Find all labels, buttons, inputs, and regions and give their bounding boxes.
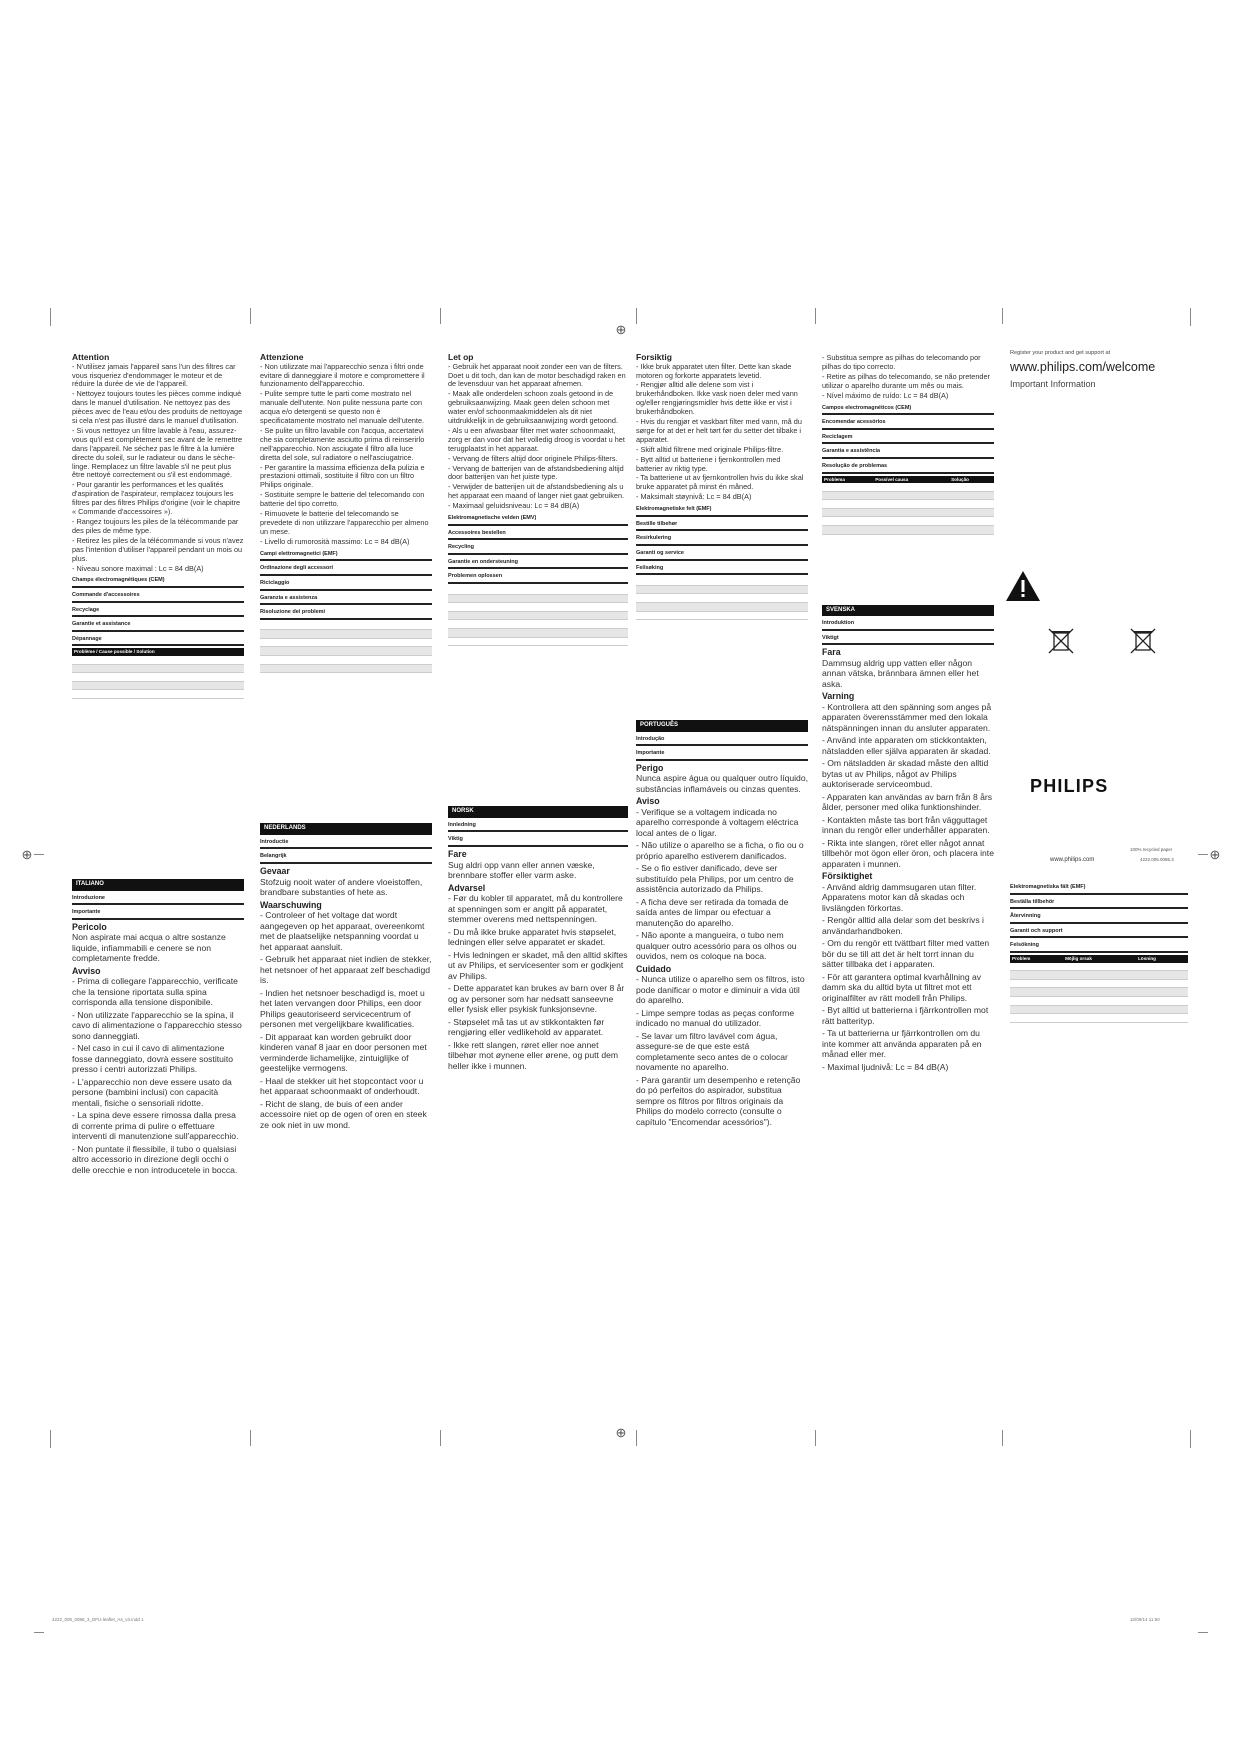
- caution-item: - Om du rengör ett tvättbart filter med vatten bör du se till att det är helt torrt innan du sätter tillbaka det i apparaten.: [822, 938, 990, 970]
- danger-heading: Gevaar: [260, 866, 290, 877]
- crop-mark: [1002, 1430, 1003, 1446]
- section-heading: Garanti och support: [1010, 928, 1188, 939]
- table-row: [1010, 1005, 1188, 1014]
- section-heading: Feilsøking: [636, 565, 808, 576]
- norwegian-safety: [448, 849, 628, 1071]
- section-heading: Beställa tillbehör: [1010, 899, 1188, 910]
- danger-heading: Perigo: [636, 762, 664, 773]
- forsiktig-list: [636, 363, 808, 503]
- crop-mark: [1190, 1430, 1191, 1448]
- caution-item: - Rengör alltid alla delar som det beskrivs i användarhandboken.: [822, 915, 984, 936]
- list-item: - Skift alltid filtrene med originale Philips-filtre.: [636, 444, 784, 454]
- danger-heading: Pericolo: [72, 921, 107, 932]
- section-heading: Innledning: [448, 822, 628, 833]
- table-row: [72, 673, 244, 682]
- warning-heading: Avviso: [72, 965, 101, 976]
- crop-mark: [440, 1430, 441, 1446]
- crop-mark: [34, 1632, 44, 1633]
- warning-item: - Não aponte a mangueira, o tubo nem qualquer outro acessório para os olhos ou ouvidos, nem os coloque na boca.: [636, 930, 797, 962]
- warning-item: - Använd inte apparaten om stickkontakten, nätsladden eller själva apparaten är skadad.: [822, 735, 991, 756]
- danger-text: Nunca aspire água ou qualquer outro líquido, substâncias inflamáveis ou cinzas quentes.: [636, 773, 808, 794]
- attention-heading: Attenzione: [260, 354, 304, 362]
- crop-mark: [440, 308, 441, 324]
- table-row: [448, 586, 628, 594]
- list-item: - Retirez les piles de la télécommande si vous n'avez pas l'intention d'utiliser l'appareil pendant un mois ou plus.: [72, 535, 244, 563]
- list-item: - Rangez toujours les piles de la télécommande par des piles de même type.: [72, 517, 239, 535]
- warning-item: - Haal de stekker uit het stopcontact voor u het apparaat schoonmaakt of onderhoudt.: [260, 1075, 424, 1097]
- table-row: [448, 637, 628, 646]
- table-row: [260, 638, 432, 647]
- list-item: - Pulite sempre tutte le parti come mostrato nel manuale dell'utente. Non pulite nessuna parte con acqua e/o detergenti se questo non è specificatamente mostrato nel manuale dell'utente.: [260, 389, 425, 426]
- section-heading: Bestille tilbehør: [636, 521, 808, 532]
- table-row: [260, 647, 432, 656]
- table-row: [822, 500, 994, 509]
- section-heading: Garanti og service: [636, 550, 808, 561]
- document-code: 4222.005.0086.3: [1140, 857, 1174, 862]
- column-dutch: [448, 354, 628, 1073]
- caution-item: - Limpe sempre todas as peças conforme indicado no manual do utilizador.: [636, 1007, 795, 1029]
- portuguese-caution-cont: [822, 354, 994, 401]
- table-row: [1010, 971, 1188, 980]
- registration-mark-icon: ⊕: [21, 847, 33, 862]
- section-heading: Recyclage: [72, 607, 244, 618]
- danger-heading: Fara: [822, 647, 841, 658]
- crop-mark: [815, 308, 816, 324]
- list-item: - Ta batteriene ut av fjernkontrollen hvis du ikke skal bruke apparatet på minst én måned.: [636, 473, 804, 492]
- registration-mark-icon: ⊕: [1209, 847, 1221, 862]
- crop-mark: [1198, 1632, 1208, 1633]
- register-text: Register your product and get support at: [1010, 350, 1111, 356]
- section-heading: Champs électromagnétiques (CEM): [72, 577, 244, 588]
- section-heading: Elektromagnetiska fält (EMF): [1010, 884, 1188, 895]
- list-item: - Per garantire la massima efficienza della pulizia e prestazioni ottimali, sostituite il filtro con un filtro Philips originale.: [260, 462, 425, 490]
- language-tab-dutch: NEDERLANDS: [260, 823, 432, 835]
- warning-item: - Gebruik het apparaat niet indien de stekker, het netsnoer of het apparaat zelf beschadigd is.: [260, 954, 432, 986]
- warning-item: - Prima di collegare l'apparecchio, verificate che la tensione riportata sulla spina corrisponda alla tensione disponibile.: [72, 976, 238, 1008]
- brand-logo: PHILIPS: [1030, 776, 1109, 796]
- caution-item: - För att garantera optimal kvarhållning av damm ska du alltid byta ut filtret mot ett originalfilter av rätt modell från Philips.: [822, 971, 982, 1003]
- danger-text: Sug aldri opp vann eller annen væske, brennbare stoffer eller varm aske.: [448, 859, 595, 880]
- table-row: [448, 603, 628, 612]
- list-item: - Bytt alltid ut batteriene i fjernkontrollen med batterier av riktig type.: [636, 454, 781, 473]
- section-heading: Risoluzione dei problemi: [260, 609, 432, 620]
- crop-mark: [636, 1430, 637, 1446]
- troubleshooting-table: [1010, 955, 1188, 1023]
- section-heading: Elektromagnetiske felt (EMF): [636, 506, 808, 517]
- section-heading: Dépannage: [72, 636, 244, 647]
- section-heading: Belangrijk: [260, 853, 432, 864]
- danger-text: Stofzuig nooit water of andere vloeistoffen, brandbare substanties of hete as.: [260, 876, 423, 898]
- important-information: Important Information: [1010, 378, 1096, 389]
- crop-mark: [636, 308, 637, 324]
- let-op-heading: Let op: [448, 354, 474, 362]
- list-item: - Vervang de filters altijd door originele Philips-filters.: [448, 453, 618, 463]
- table-row: [1010, 979, 1188, 988]
- list-item: - Gebruik het apparaat nooit zonder een van de filters. Doet u dit toch, dan kan de motor beschadigd raken en de levensduur van het apparaat afnemen.: [448, 361, 626, 389]
- table-row: [1010, 996, 1188, 1005]
- language-tab-norwegian: NORSK: [448, 806, 628, 818]
- warning-item: - Om nätsladden är skadad måste den alltid bytas ut av Philips, något av Philips auktoriserade serviceombud.: [822, 758, 989, 790]
- section-heading: Garanzia e assistenza: [260, 595, 432, 606]
- table-row: [448, 594, 628, 603]
- table-header: Lösning: [1136, 955, 1188, 963]
- table-row: [636, 594, 808, 603]
- warning-item: - La spina deve essere rimossa dalla presa di corrente prima di pulire o effettuare interventi di manutenzione sull'apparecchio.: [72, 1110, 239, 1142]
- table-row: [72, 690, 244, 699]
- list-item: - Maak alle onderdelen schoon zoals getoond in de gebruiksaanwijzing. Maak geen delen schoon met water en/of schoonmaakmiddelen als dit niet uitdrukkelijk in de gebruiksaanwijzing wordt getoond.: [448, 389, 618, 426]
- warning-item: - Støpselet må tas ut av stikkontakten før rengjøring eller vedlikehold av apparatet.: [448, 1016, 605, 1037]
- table-row: [72, 664, 244, 673]
- section-heading: Campi elettromagnetici (EMF): [260, 551, 432, 562]
- section-heading: Importante: [636, 750, 808, 761]
- attention-heading: Attention: [72, 354, 110, 362]
- section-heading: Garantie et assistance: [72, 621, 244, 632]
- list-item: - Maksimalt støynivå: Lc = 84 dB(A): [636, 492, 752, 502]
- table-row: [1010, 1014, 1188, 1023]
- list-item: - Vervang de batterijen van de afstandsbediening altijd door batterijen van het juiste type.: [448, 463, 624, 482]
- section-heading: Introdução: [636, 736, 808, 747]
- column-french: [72, 354, 244, 1177]
- list-item: - Nível máximo de ruído: Lc = 84 dB(A): [822, 390, 949, 400]
- list-item: - Substitua sempre as pilhas do telecomando por pilhas do tipo correcto.: [822, 354, 981, 371]
- language-tab-portuguese: PORTUGUÊS: [636, 720, 808, 732]
- warning-item: - A ficha deve ser retirada da tomada de saída antes de limpar ou efectuar a manutenção do aparelho.: [636, 896, 789, 928]
- warning-heading: Waarschuwing: [260, 899, 322, 910]
- warning-item: - Verifique se a voltagem indicada no aparelho corresponde à voltagem eléctrica local antes de o ligar.: [636, 806, 799, 838]
- list-item: - Hvis du rengjør et vaskbart filter med vann, må du sørge for at det er helt tørt før du setter det tilbake i apparatet.: [636, 417, 802, 444]
- warning-item: - Kontakten måste tas bort från vägguttaget innan du rengör eller underhåller apparaten.: [822, 814, 990, 836]
- troubleshooting-table: [636, 577, 808, 620]
- crop-mark: [50, 1430, 51, 1448]
- list-item: - Se pulite un filtro lavabile con l'acqua, accertatevi che sia completamente asciutto prima di reinserirlo nell'apparecchio. Non asciugate il filtro alla luce diretta del sole, sul radiatore o nell'asciugatrice.: [260, 425, 425, 462]
- table-header: Problème / Cause possible / Solution: [72, 648, 244, 656]
- section-heading: Resolução de problemas: [822, 463, 994, 474]
- list-item: - Rengjør alltid alle delene som vist i brukerhåndboken. Ikke vask noen deler med vann og/eller rengjøringsmidler hvis dette ikke er vist i brukerhåndboken.: [636, 380, 798, 417]
- section-heading: Reciclagem: [822, 434, 994, 445]
- crop-mark: [1002, 308, 1003, 324]
- crop-mark: [1198, 854, 1208, 855]
- table-row: [260, 664, 432, 673]
- table-row: [636, 611, 808, 620]
- table-row: [260, 630, 432, 639]
- list-item: - Non utilizzate mai l'apparecchio senza i filtri onde evitare di danneggiare il motore e compromettere il funzionamento dell'apparecchio.: [260, 361, 425, 389]
- warning-heading: Varning: [822, 691, 855, 702]
- welcome-url: www.philips.com/welcome: [1010, 359, 1156, 374]
- warning-item: - Dette apparatet kan brukes av barn over 8 år og av personer som har nedsatt sanseevne eller fysisk eller psykisk funksjonsevne.: [448, 983, 625, 1014]
- section-heading: Problemen oplossen: [448, 573, 628, 584]
- caution-item: - Ta ut batterierna ur fjärrkontrollen om du inte kommer att använda apparaten på en månad eller mer.: [822, 1028, 982, 1060]
- table-row: [448, 611, 628, 620]
- language-tab-italian: ITALIANO: [72, 879, 244, 891]
- table-header: Possível causa: [873, 476, 949, 484]
- list-item: - Rimuovete le batterie del telecomando se prevedete di non utilizzare l'apparecchio per almeno un mese.: [260, 509, 429, 536]
- warning-item: - Dit apparaat kan worden gebruikt door kinderen vanaf 8 jaar en door personen met verminderde lichamelijke, zintuiglijke of geestelijke vermogens.: [260, 1031, 427, 1074]
- list-item: - Verwijder de batterijen uit de afstandsbediening als u het apparaat een maand of langer niet gaat gebruiken.: [448, 482, 625, 501]
- caution-item: - Se lavar um filtro lavável com água, assegure-se de que este está completamente seco antes de o colocar novamente no aparelho.: [636, 1030, 788, 1073]
- warning-item: - Indien het netsnoer beschadigd is, moet u het laten vervangen door Philips, een door Philips geautoriseerd servicecentrum of personen met vergelijkbare kwalificaties.: [260, 987, 425, 1030]
- troubleshooting-table: [260, 622, 432, 674]
- table-row: [636, 577, 808, 585]
- danger-heading: Fare: [448, 849, 467, 859]
- crop-mark: [50, 308, 51, 326]
- registration-mark-icon: ⊕: [615, 1425, 627, 1440]
- table-row: [72, 681, 244, 690]
- list-item: - N'utilisez jamais l'appareil sans l'un des filtres car vous risqueriez d'endommager le moteur et de réduire la durée de vie de l'appareil.: [72, 361, 236, 389]
- weee-bin-icon: [1128, 626, 1158, 656]
- registration-mark-icon: ⊕: [615, 322, 627, 337]
- brand-site: www.philips.com: [1050, 857, 1095, 863]
- crop-mark: [250, 1430, 251, 1446]
- warning-item: - Ikke rett slangen, røret eller noe annet tilbehør mot øynene eller ørene, og putt dem heller ikke i munnen.: [448, 1039, 619, 1071]
- column-portuguese-swedish: [822, 354, 994, 1074]
- footer-file: 4222_005_0086_3_DFU-leaflet_A4_v3.indd 1: [52, 1617, 144, 1622]
- warning-item: - Controleer of het voltage dat wordt aangegeven op het apparaat, overeenkomt met de plaatselijke netspanning voordat u het apparaat aansluit.: [260, 910, 425, 952]
- caution-heading: Cuidado: [636, 963, 672, 974]
- danger-text: Non aspirate mai acqua o altre sostanze liquide, infiammabili e cenere se non completamente fredde.: [72, 932, 226, 964]
- warning-item: - Richt de slang, de buis of een ander accessoire niet op de ogen of oren en steek ze ook niet in uw mond.: [260, 1098, 427, 1130]
- warning-item: - Hvis ledningen er skadet, må den alltid skiftes ut av Philips, et servicesenter som er godkjent av Philips.: [448, 949, 628, 981]
- warning-item: - Nel caso in cui il cavo di alimentazione fosse danneggiato, dovrà essere sostituito presso i centri autorizzati Philips.: [72, 1043, 233, 1075]
- crop-mark: [34, 854, 44, 855]
- warning-heading: Advarsel: [448, 882, 486, 893]
- column-italian: [260, 354, 432, 1132]
- section-heading: Introductie: [260, 839, 432, 850]
- italian-safety: [72, 922, 244, 1176]
- list-item: - Si vous nettoyez un filtre lavable à l'eau, assurez-vous qu'il est complètement sec avant de le remettre dans l'appareil. Ne séchez pas le filtre à la lumière directe du soleil, sur le radiateur ou dans le sèche-linge. Remplacez un filtre lavable s'il ne peut plus être nettoyé correctement ou s'il est endommagé.: [72, 425, 243, 480]
- caution-heading: Försiktighet: [822, 871, 873, 882]
- list-item: - Retire as pilhas do telecomando, se não pretender utilizar o aparelho durante um mês ou mais.: [822, 371, 990, 390]
- warning-item: - Apparaten kan användas av barn från 8 års ålder, personer med olika funktionshinder.: [822, 791, 993, 813]
- section-heading: Encomendar acessórios: [822, 419, 994, 430]
- column-swedish-cont: [1010, 880, 1188, 1025]
- table-row: [1010, 963, 1188, 971]
- list-item: - Niveau sonore maximal : Lc = 84 dB(A): [72, 563, 204, 573]
- table-row: [822, 483, 994, 491]
- let-op-list: [448, 363, 628, 512]
- table-row: [822, 517, 994, 526]
- attention-list: [72, 363, 244, 574]
- section-heading: Ordinazione degli accessori: [260, 565, 432, 576]
- section-heading: Accessoires bestellen: [448, 530, 628, 541]
- crop-mark: [815, 1430, 816, 1446]
- caution-item: - Använd aldrig dammsugaren utan filter. Apparatens motor kan då skadas och livslängden förkortas.: [822, 881, 977, 913]
- table-row: [822, 491, 994, 500]
- table-header: Problema: [822, 476, 873, 484]
- caution-item: - Para garantir um desempenho e retenção do pó perfeitos do aspirador, substitua sempre os filtros por filtros originais da Philips do modelo correcto (consulte o capítulo "Encomendar acessórios").: [636, 1074, 801, 1127]
- list-item: - Livello di rumorosità massimo: Lc = 84 dB(A): [260, 536, 410, 546]
- warning-heading: Aviso: [636, 796, 660, 807]
- section-heading: Viktig: [448, 836, 628, 847]
- warning-triangle-icon: [1005, 570, 1041, 602]
- section-heading: Recycling: [448, 544, 628, 555]
- table-row: [260, 622, 432, 630]
- list-item: - Als u een afwasbaar filter met water schoonmaakt, zorg er dan voor dat het volledig droog is voordat u het terugplaatst in het apparaat.: [448, 425, 625, 453]
- swedish-safety: [822, 647, 994, 1072]
- warning-item: - Rikta inte slangen, röret eller något annat tillbehör mot ögon eller öron, och placera inte apparaten i munnen.: [822, 837, 994, 869]
- troubleshooting-table: [72, 648, 244, 699]
- section-heading: Viktigt: [822, 635, 994, 646]
- attention-list: [260, 363, 432, 547]
- table-row: [822, 508, 994, 517]
- recycled-paper: 100% recycled paper: [1130, 847, 1173, 852]
- portuguese-safety: [636, 763, 808, 1128]
- section-heading: Resirkulering: [636, 535, 808, 546]
- column-norwegian: [636, 354, 808, 1129]
- section-heading: Garantia e assistência: [822, 448, 994, 459]
- warning-item: - Se o fio estiver danificado, deve ser substituído pela Philips, por um centro de assistência autorizado da Philips.: [636, 863, 794, 895]
- table-row: [636, 585, 808, 594]
- list-item: - Pour garantir les performances et les qualités d'aspiration de l'aspirateur, remplacez toujours les filtres par des filtres Philips d'origine (voir le chapitre « Commande d'accessoires »).: [72, 480, 241, 517]
- list-item: - Sostituite sempre le batterie del telecomando con batterie del tipo corretto.: [260, 490, 425, 509]
- section-heading: Introduktion: [822, 620, 994, 631]
- caution-item: - Nunca utilize o aparelho sem os filtros, isto pode danificar o motor e diminuir a vida útil do aparelho.: [636, 974, 805, 1006]
- section-heading: Återvinning: [1010, 913, 1188, 924]
- warning-item: - Kontrollera att den spänning som anges på apparaten överensstämmer med den lokala nätspänningen innan du ansluter apparaten.: [822, 701, 992, 733]
- troubleshooting-table: [822, 476, 994, 535]
- table-row: [448, 629, 628, 638]
- crop-mark: [250, 308, 251, 324]
- footer-date: 10/09/14 11:50: [1130, 1617, 1160, 1622]
- table-row: [72, 656, 244, 664]
- list-item: - Nettoyez toujours toutes les pièces comme indiqué dans le manuel d'utilisation. Ne nettoyez pas des pièces avec de l'eau et/ou des produits de nettoyage si cela n'est pas illustré dans le manuel d'utilisation.: [72, 389, 243, 426]
- caution-item: - Byt alltid ut batterierna i fjärrkontrollen mot rätt batterityp.: [822, 1005, 989, 1026]
- dutch-safety: [260, 866, 432, 1130]
- language-tab-swedish: SVENSKA: [822, 605, 994, 617]
- weee-bin-icon: [1046, 626, 1076, 656]
- list-item: - Ikke bruk apparatet uten filter. Dette kan skade motoren og forkorte apparatets levetid.: [636, 361, 792, 380]
- table-header: Solução: [949, 476, 994, 484]
- warning-item: - Du må ikke bruke apparatet hvis støpselet, ledningen eller selve apparatet er skadet.: [448, 926, 617, 947]
- section-heading: Elektromagnetische velden (EMV): [448, 515, 628, 526]
- section-heading: Garantie en ondersteuning: [448, 559, 628, 570]
- section-heading: Campos electromagnéticos (CEM): [822, 405, 994, 416]
- table-row: [1010, 988, 1188, 997]
- section-heading: Introduzione: [72, 895, 244, 906]
- warning-item: - Não utilize o aparelho se a ficha, o fio ou o próprio aparelho estiverem danificados.: [636, 840, 804, 861]
- warning-item: - Før du kobler til apparatet, må du kontrollere at spenningen som er angitt på apparatet, stemmer overens med nettspenningen.: [448, 893, 623, 924]
- warning-item: - Non utilizzate l'apparecchio se la spina, il cavo di alimentazione o l'apparecchio stesso sono danneggiati.: [72, 1009, 242, 1041]
- table-row: [636, 602, 808, 611]
- section-heading: Felsökning: [1010, 942, 1188, 953]
- list-item: - Maximaal geluidsniveau: Lc = 84 dB(A): [448, 501, 580, 511]
- crop-mark: [1190, 308, 1191, 326]
- section-heading: Riciclaggio: [260, 580, 432, 591]
- section-heading: Commande d'accessoires: [72, 592, 244, 603]
- forsiktig-heading: Forsiktig: [636, 354, 672, 362]
- caution-item: - Maximal ljudnivå: Lc = 84 dB(A): [822, 1061, 949, 1072]
- table-row: [822, 526, 994, 535]
- warning-item: - Non puntate il flessibile, il tubo o qualsiasi altro accessorio in direzione degli occhi o delle orecchie e non introducetele in bocca.: [72, 1143, 238, 1175]
- table-row: [448, 620, 628, 629]
- table-header: Problem: [1010, 955, 1063, 963]
- troubleshooting-table: [448, 586, 628, 646]
- table-header: Möjlig orsak: [1063, 955, 1136, 963]
- section-heading: Importante: [72, 909, 244, 920]
- table-row: [260, 656, 432, 665]
- danger-text: Dammsug aldrig upp vatten eller någon annan vätska, brännbara ämnen eller het aska.: [822, 657, 979, 689]
- warning-item: - L'apparecchio non deve essere usato da persone (bambini inclusi) con capacità mentali, fisiche o sensoriali ridotte.: [72, 1076, 232, 1108]
